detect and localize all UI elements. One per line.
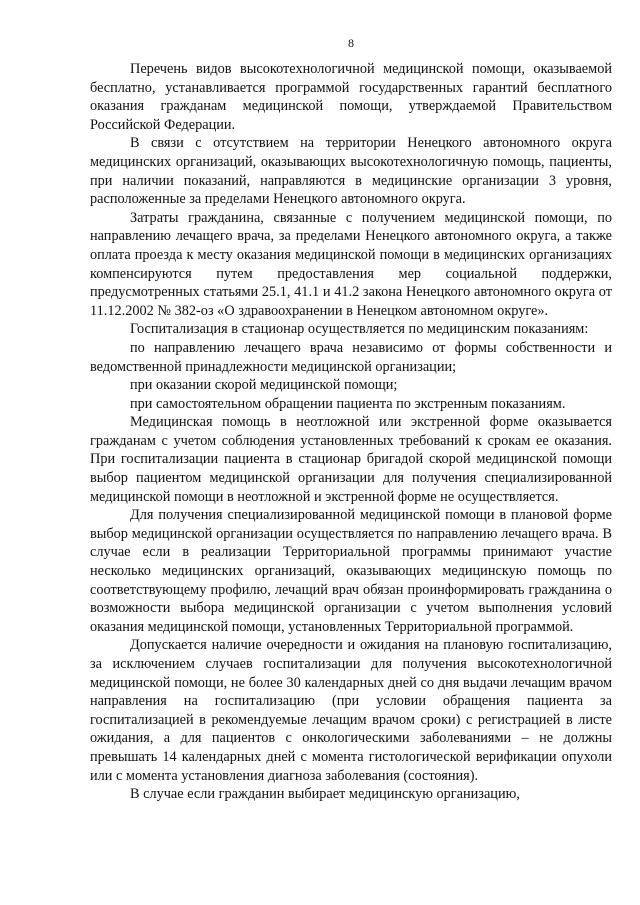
paragraph-hitech-list: Перечень видов высокотехнологичной медицинской помощи, оказываемой бесплатно, устанавливается программой государственных гарантий бесплатного оказания гражданам медицинской помощи, утверждаемой Правительством Российской Федерации. (90, 61, 612, 133)
paragraph-citizen-choice: В случае если гражданин выбирает медицинскую организацию, (130, 786, 520, 803)
list-item-self-referral: при самостоятельном обращении пациента по экстренным показаниям. (130, 395, 566, 412)
paragraph-planned-care-choice: Для получения специализированной медицинской помощи в плановой форме выбор медицинской организации осуществляется по направлению лечащего врача. В случае если в реализации Территориальной программы принимают участие несколько медицинских организаций, оказывающих медицинскую помощь по соответствующему профилю, лечащий врач обязан проинформировать гражданина о возможности выбора медицинской организации с учетом выполнения условий оказания медицинской помощи, установленных Территориальной программой. (90, 507, 612, 635)
paragraph-costs-compensation: Затраты гражданина, связанные с получением медицинской помощи, по направлению лечащего врача, за пределами Ненецкого автономного округа, а также оплата проезда к месту оказания медицинской помощи в медицинских организациях компенсируются путем предоставления мер социальной поддержки, предусмотренных статьями 25.1, 41.1 и 41.2 закона Ненецкого автономного округа от 11.12.2002 № 382-оз «О здравоохранении в Ненецком автономном округе». (90, 209, 612, 319)
page-number: 8 (348, 36, 354, 50)
paragraph-no-hitech-organizations: В связи с отсутствием на территории Ненецкого автономного округа медицинских организаций, оказывающих высокотехнологичную помощь, пациенты, при наличии показаний, направляются в медицинские организации 3 уровня, расположенные за пределами Ненецкого автономного округа. (90, 135, 612, 208)
paragraph-waiting-list: Допускается наличие очередности и ожидания на плановую госпитализацию, за исключением случаев госпитализации для получения высокотехнологичной медицинской помощи, не более 30 календарных дней со дня выдачи лечащим врачом направления на госпитализацию (при условии обращения пациента за госпитализацией в рекомендуемые лечащим врачом сроки) с регистрацией в листе ожидания, а для пациентов с онкологическими заболеваниями – не должны превышать 14 календарных дней с момента гистологической верификации опухоли или с момента установления диагноза заболевания (состояния). (90, 637, 612, 784)
paragraph-urgent-care: Медицинская помощь в неотложной или экстренной форме оказывается гражданам с учетом соблюдения установленных требований к срокам ее оказания. При госпитализации пациента в стационар бригадой скорой медицинской помощи выбор пациентом медицинской организации для получения специализированной медицинской помощи в неотложной и экстренной форме не осуществляется. (90, 414, 612, 505)
list-item-emergency-care: при оказании скорой медицинской помощи; (130, 377, 398, 394)
paragraph-hospitalization-indications: Госпитализация в стационар осуществляется по медицинским показаниям: (130, 321, 589, 338)
list-item-referral: по направлению лечащего врача независимо от формы собственности и ведомственной принадлежности медицинской организации; (90, 339, 612, 375)
